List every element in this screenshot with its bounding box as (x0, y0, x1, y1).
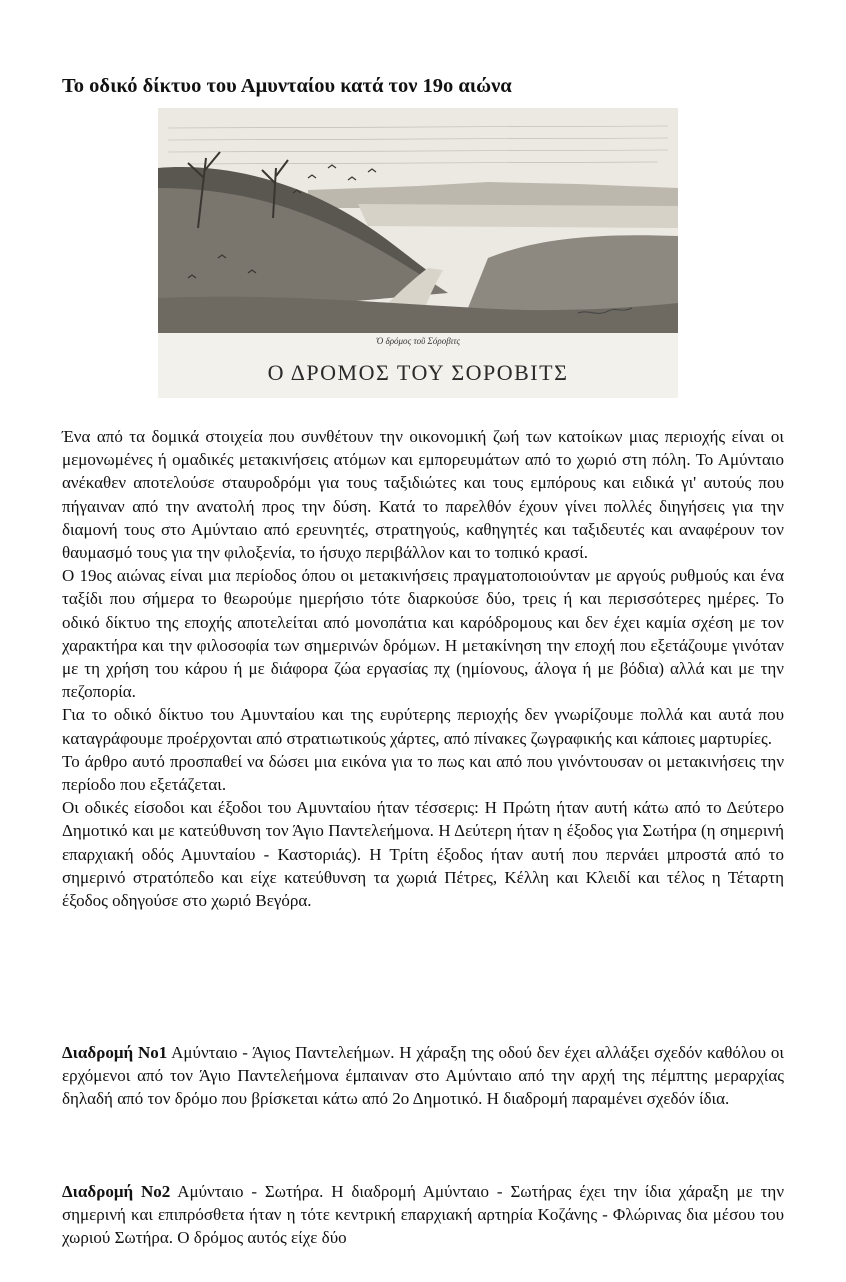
paragraph: Για το οδικό δίκτυο του Αμυνταίου και της ευρύτερης περιοχής δεν γνωρίζουμε πολλά και αυτά που καταγράφουμε προέρχονται από στρατιωτικούς χάρτες, από πίνακες ζωγραφικής και κάποιες μαρτυρίες. (62, 705, 784, 748)
route-2-section (62, 1180, 784, 1250)
route-1-title: Διαδρομή Νο1 (62, 1043, 168, 1062)
paragraph: Οι οδικές είσοδοι και έξοδοι του Αμυνταίου ήταν τέσσερις: Η Πρώτη ήταν αυτή κάτω από το Δεύτερο Δημοτικό και με κατεύθυνση τον Άγιο Παντελεήμονα. Η Δεύτερη ήταν η έξοδος για Σωτήρα (η σημερινή επαρχιακή οδός Αμυνταίου - Καστοριάς). Η Τρίτη έξοδος ήταν αυτή που περνάει μπροστά από το σημερινό στρατόπεδο και είχε κατεύθυνση τα χωριά Πέτρες, Κέλλη και Κλειδί και τέλος η Τέταρτη έξοδος οδηγούσε στο χωριό Βεγόρα. (62, 798, 784, 911)
intro-text (62, 425, 784, 912)
route-2-paragraph (62, 1180, 784, 1250)
figure-small-caption: Ὁ δρόμος τοῦ Σόροβιτς (375, 336, 461, 346)
landscape-sketch-figure (158, 108, 678, 398)
route-1-paragraph (62, 1041, 784, 1111)
paragraph: Ένα από τα δομικά στοιχεία που συνθέτουν την οικονομική ζωή των κατοίκων μιας περιοχής είναι οι μεμονωμένες ή ομαδικές μετακινήσεις ατόμων και εμπορευμάτων από το χωριό στη πόλη. Το Αμύνταιο ανέκαθεν αποτελούσε σταυροδρόμι για τους ταξιδιώτες και τους εμπόρους και ειδικά γι' αυτούς που πήγαιναν από την ανατολή προς την δύση. Κατά το παρελθόν έχουν γίνει πολλές διηγήσεις για την διαμονή τους στο Αμύνταιο από ερευνητές, στρατηγούς, καθηγητές και ταξιδευτές και αναφέρουν τον θαυμασμό τους για την φιλοξενία, το ήσυχο περιβάλλον και το τοπικό κρασί. (62, 427, 784, 563)
route-1-text: Αμύνταιο - Άγιος Παντελεήμων. Η χάραξη της οδού δεν έχει αλλάξει σχεδόν καθόλου οι ερχόμενοι από τον Άγιο Παντελεήμονα έμπαιναν στο Αμύνταιο από την αρχή της πέμπτης μεραρχίας δηλαδή από τον δρόμο που βρίσκεται κάτω από 2ο Δημοτικό. Η διαδρομή παραμένει σχεδόν ίδια. (62, 1043, 785, 1109)
page-title: Το οδικό δίκτυο του Αμυνταίου κατά τον 19ο αιώνα (62, 74, 512, 97)
route-2-text: Αμύνταιο - Σωτήρα. Η διαδρομή Αμύνταιο - Σωτήρας έχει την ίδια χάραξη με την σημερινή και επιπρόσθετα ήταν η τότε κεντρική επαρχιακή αρτηρία Κοζάνης - Φλώρινας δια μέσου του χωριού Σωτήρα. Ο δρόμος αυτός είχε δύο (62, 1182, 785, 1248)
paragraph: Ο 19ος αιώνας είναι μια περίοδος όπου οι μετακινήσεις πραγματοποιούνταν με αργούς ρυθμούς και ένα ταξίδι που σήμερα το θεωρούμε ημερήσιο τότε διαρκούσε δύο, τρεις ή και περισσότερες ημέρες. Το οδικό δίκτυο της εποχής αποτελείται από μονοπάτια και καρόδρομους και δεν έχει καμία σχέση με τον χαρακτήρα και την φιλοσοφία των σημερινών δρόμων. Η μετακίνηση την εποχή που εξετάζουμε γινόταν με τη χρήση του κάρου ή με διάφορα ζώα εργασίας πχ (ημίονους, άλογα ή με βόδια) αλλά και με την πεζοπορία. (62, 566, 784, 702)
route-2-title: Διαδρομή Νο2 (62, 1182, 171, 1201)
figure-caption: Ο ΔΡΟΜΟΣ ΤΟΥ ΣΟΡΟΒΙΤΣ (267, 360, 569, 385)
paragraph: Το άρθρο αυτό προσπαθεί να δώσει μια εικόνα για το πως και από που γινόντουσαν οι μετακινήσεις την περίοδο που εξετάζεται. (62, 751, 784, 795)
landscape-sketch (158, 108, 678, 398)
route-1-section (62, 1041, 784, 1111)
